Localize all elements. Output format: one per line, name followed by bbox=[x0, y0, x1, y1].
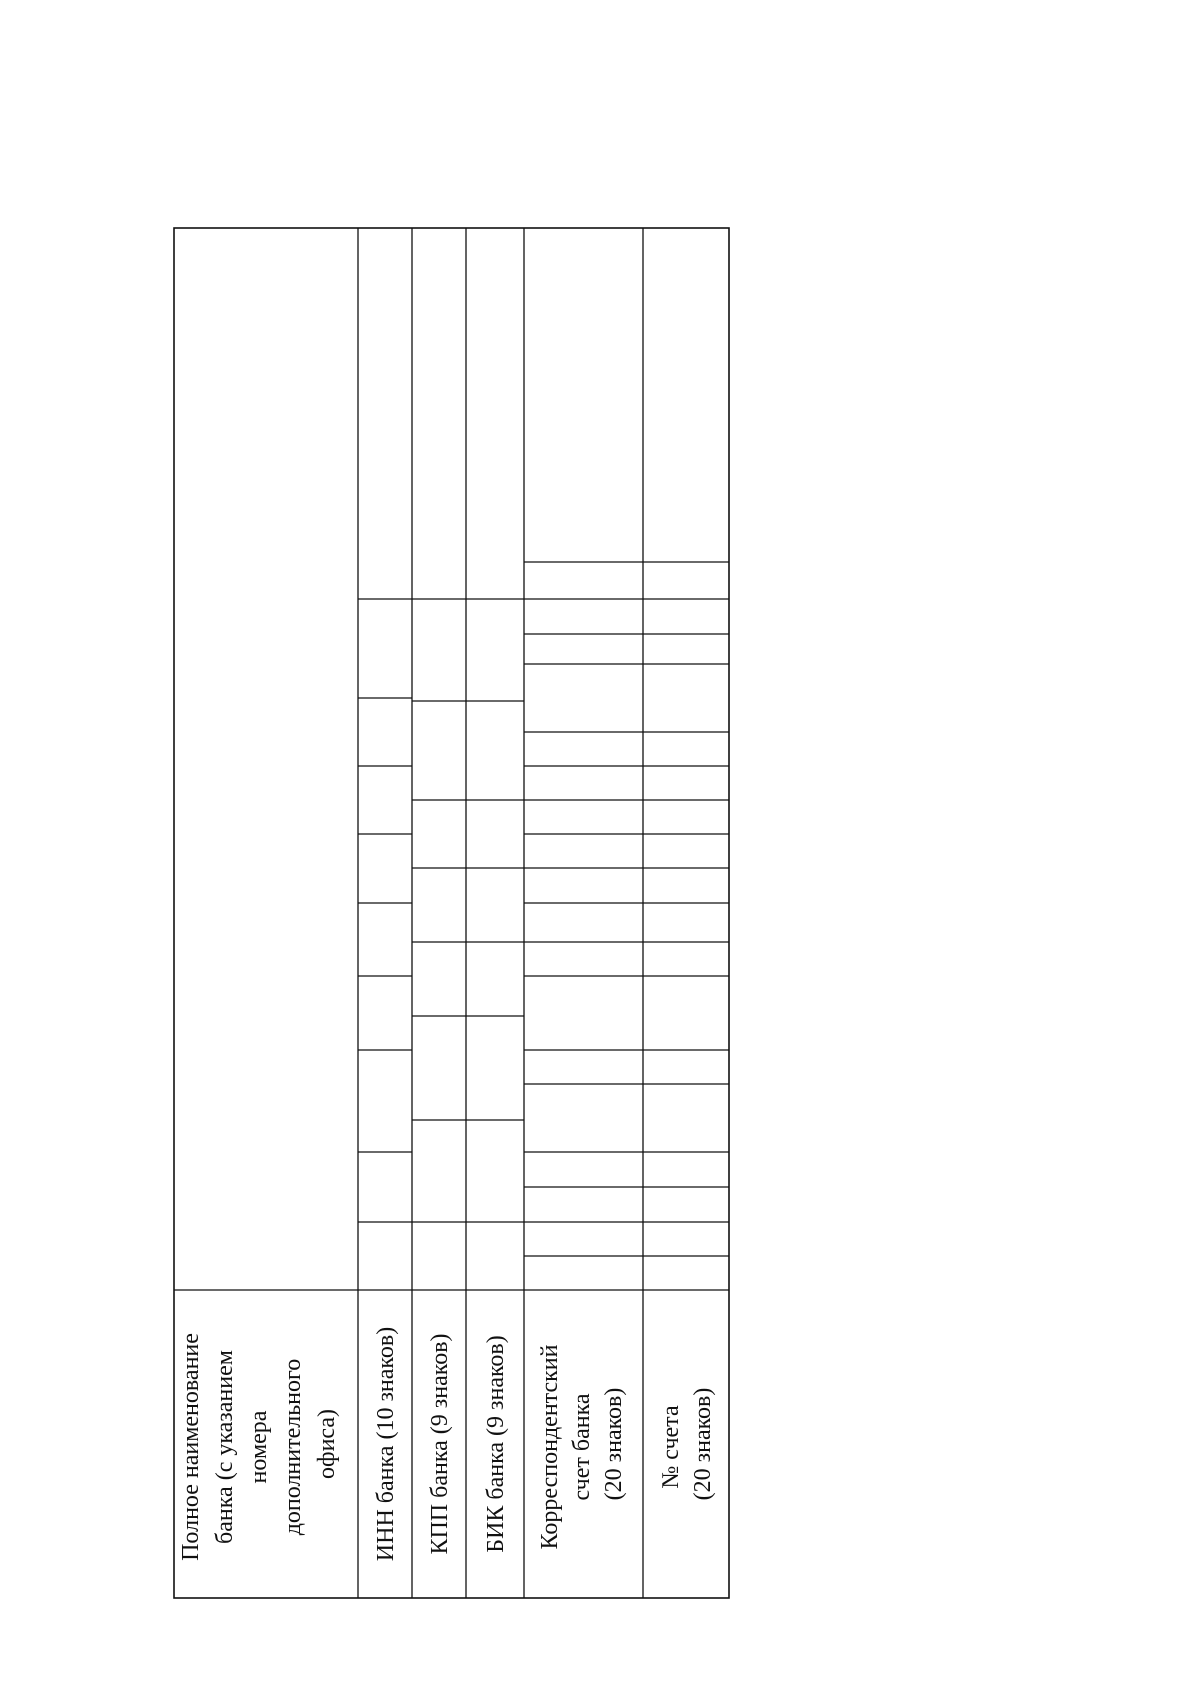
character-cells bbox=[358, 562, 729, 1256]
inn-label: ИНН банка (10 знаков) bbox=[373, 1326, 399, 1562]
corr-account-label: Корреспондентский счет банка (20 знаков) bbox=[537, 1344, 627, 1550]
bik-label: БИК банка (9 знаков) bbox=[483, 1335, 509, 1553]
account-number-label: № счета (20 знаков) bbox=[658, 1387, 716, 1501]
kpp-label: КПП банка (9 знаков) bbox=[427, 1333, 453, 1555]
bank-name-label: Полное наименование банка (с указанием номера дополнительного офиса) bbox=[178, 1333, 340, 1561]
row-labels bbox=[178, 1327, 716, 1561]
